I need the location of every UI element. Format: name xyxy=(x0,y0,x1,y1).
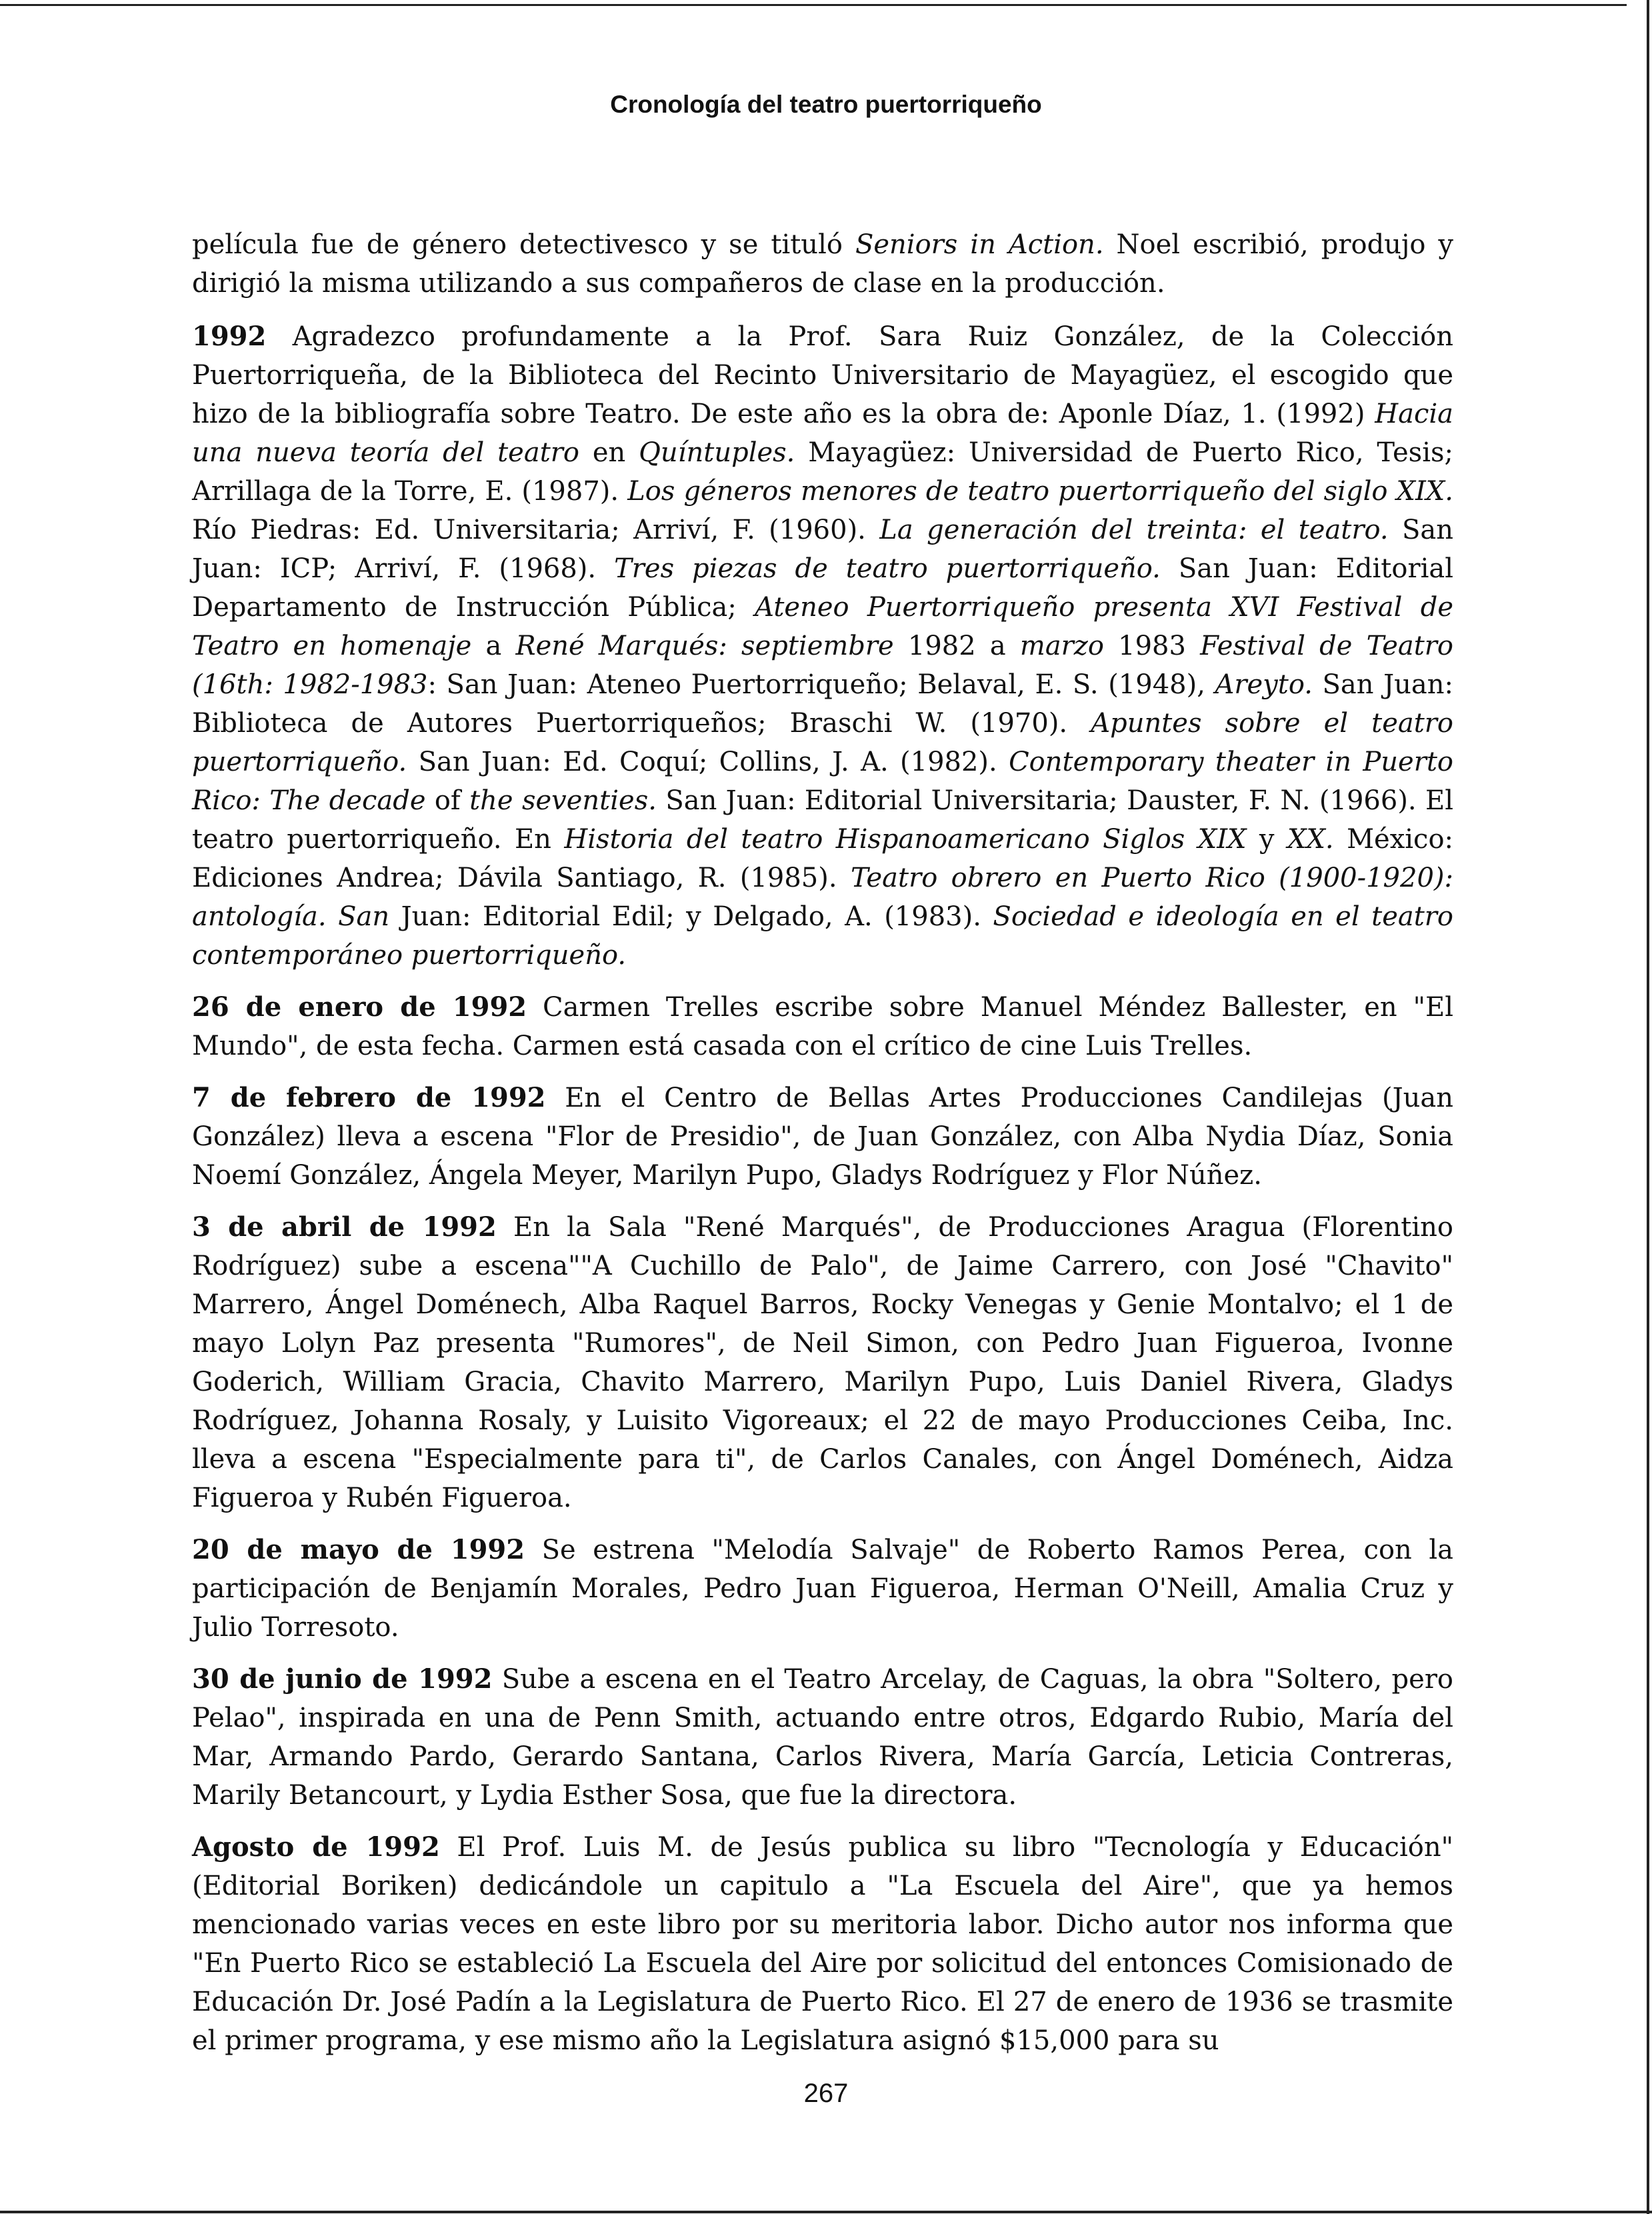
entry-date: 3 de abril de 1992 xyxy=(192,1211,497,1243)
chronology-entry xyxy=(192,1660,1453,1815)
top-border-rule xyxy=(0,4,1627,6)
entry-date: Agosto de 1992 xyxy=(192,1831,440,1863)
chronology-entry xyxy=(192,988,1453,1065)
chronology-entry xyxy=(192,1531,1453,1647)
continuation-paragraph: película fue de género detectivesco y se tituló Seniors in Action. Noel escribió, produjo y dirigió la misma utilizando a sus compañeros de clase en la producción. xyxy=(192,229,1454,299)
entry-date: 1992 xyxy=(192,321,267,352)
entry-text: Carmen Trelles escribe sobre Manuel Méndez Ballester, en "El Mundo", de esta fecha. Carmen está casada con el crítico de cine Luis Trelles. xyxy=(192,992,1454,1061)
chronology-entry xyxy=(192,1828,1453,2060)
chronology-entry xyxy=(192,1079,1453,1195)
entry-text: Sube a escena en el Teatro Arcelay, de Caguas, la obra "Soltero, pero Pelao", inspirada en una de Penn Smith, actuando entre otros, Edgardo Rubio, María del Mar, Armando Pardo, Gerardo Santana, Carlos Rivera, María García, Leticia Contreras, Marily Betancourt, y Lydia Esther Sosa, que fue la directora. xyxy=(192,1664,1454,1811)
right-border-rule xyxy=(1647,0,1649,2214)
chronology-body xyxy=(192,225,1453,2073)
entry-date: 7 de febrero de 1992 xyxy=(192,1082,546,1113)
entry-date: 30 de junio de 1992 xyxy=(192,1663,493,1695)
entry-date: 26 de enero de 1992 xyxy=(192,991,527,1023)
entry-text: En la Sala "René Marqués", de Producciones Aragua (Florentino Rodríguez) sube a escena""A Cuchillo de Palo", de Jaime Carrero, con José "Chavito" Marrero, Ángel Doménech, Alba Raquel Barros, Rocky Venegas y Genie Montalvo; el 1 de mayo Lolyn Paz presenta "Rumores", de Neil Simon, con Pedro Juan Figueroa, Ivonne Goderich, William Gracia, Chavito Marrero, Marilyn Pupo, Luis Daniel Rivera, Gladys Rodríguez, Johanna Rosaly, y Luisito Vigoreaux; el 22 de mayo Producciones Ceiba, Inc. lleva a escena "Especialmente para ti", de Carlos Canales, con Ángel Doménech, Aidza Figueroa y Rubén Figueroa. xyxy=(192,1212,1453,1513)
bottom-border-rule xyxy=(0,2211,1652,2213)
entry-text: El Prof. Luis M. de Jesús publica su libro "Tecnología y Educación" (Editorial Boriken) dedicándole un capitulo a "La Escuela del Aire", que ya hemos mencionado varias veces en este libro por su meritoria labor. Dicho autor nos informa que "En Puerto Rico se estableció La Escuela del Aire por solicitud del entonces Comisionado de Educación Dr. José Padín a la Legislatura de Puerto Rico. El 27 de enero de 1936 se trasmite el primer programa, y ese mismo año la Legislatura asignó $15,000 para su xyxy=(192,1832,1453,2056)
chronology-entry xyxy=(192,317,1453,975)
chronology-entry xyxy=(192,1208,1453,1517)
entry-text: Se estrena "Melodía Salvaje" de Roberto Ramos Perea, con la participación de Benjamín Morales, Pedro Juan Figueroa, Herman O'Neill, Amalia Cruz y Julio Torresoto. xyxy=(192,1535,1454,1643)
page-number: 267 xyxy=(803,2079,849,2108)
entry-date: 20 de mayo de 1992 xyxy=(192,1534,525,1565)
running-title: Cronología del teatro puertorriqueño xyxy=(610,91,1042,118)
entry-text: En el Centro de Bellas Artes Producciones Candilejas (Juan González) lleva a escena "Flor de Presidio", de Juan González, con Alba Nydia Díaz, Sonia Noemí González, Ángela Meyer, Marilyn Pupo, Gladys Rodríguez y Flor Núñez. xyxy=(192,1083,1453,1191)
entry-text: Agradezco profundamente a la Prof. Sara Ruiz González, de la Colección Puertorriqueña, de la Biblioteca del Recinto Universitario de Mayagüez, el escogido que hizo de la bibliografía sobre Teatro. De este año es la obra de: Aponle Díaz, 1. (1992) Hacia una nueva teoría del teatro en Quíntuples. Mayagüez: Universidad de Puerto Rico, Tesis; Arrillaga de la Torre, E. (1987). Los géneros menores de teatro puertorriqueño del siglo XIX. Río Piedras: Ed. Universitaria; Arriví, F. (1960). La generación del treinta: el teatro. San Juan: ICP; Arriví, F. (1968). Tres piezas de teatro puertorriqueño. San Juan: Editorial Departamento de Instrucción Pública; Ateneo Puertorriqueño presenta XVI Festival de Teatro en homenaje a René Marqués: septiembre 1982 a marzo 1983 Festival de Teatro (16th: 1982-1983: San Juan: Ateneo Puertorriqueño; Belaval, E. S. (1948), Areyto. San Juan: Biblioteca de Autores Puertorriqueños; Braschi W. (1970). Apuntes sobre el teatro puertorriqueño. San Juan: Ed. Coquí; Collins, J. A. (1982). Contemporary theater in Puerto Rico: The decade of the seventies. San Juan: Editorial Universitaria; Dauster, F. N. (1966). El teatro puertorriqueño. En Historia del teatro Hispanoamericano Siglos XIX y XX. México: Ediciones Andrea; Dávila Santiago, R. (1985). Teatro obrero en Puerto Rico (1900-1920): antología. San Juan: Editorial Edil; y Delgado, A. (1983). Sociedad e ideología en el teatro contemporáneo puertorriqueño. xyxy=(192,321,1454,971)
